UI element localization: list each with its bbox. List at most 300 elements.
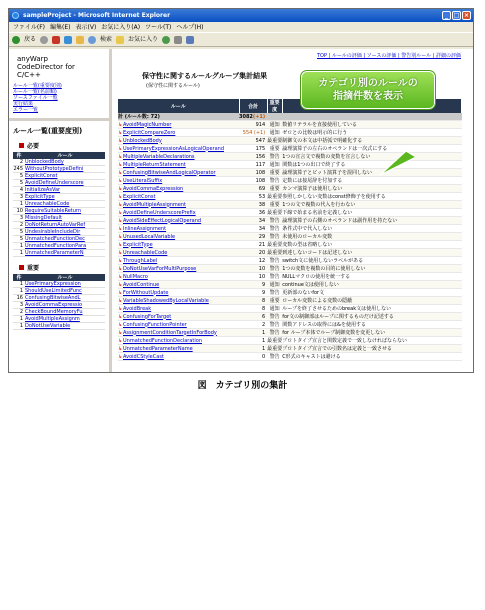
rule-description: 1つの文で複数の代入を行わない	[282, 201, 461, 209]
nav-link-rules-by-importance[interactable]: ルール一覧(重要度別)	[13, 83, 62, 89]
rule-link[interactable]: DoNotUseVariable	[25, 323, 105, 330]
rule-bullet-icon: ↳	[118, 249, 123, 256]
rule-list-item[interactable]	[13, 309, 105, 316]
rule-count: 5	[13, 229, 25, 236]
rule-bullet-icon: ↳	[118, 297, 123, 304]
col-severity-header: 重要度	[267, 99, 282, 113]
rule-bullet-icon: ↳	[118, 169, 123, 176]
page-subtitle: (保守性に関するルール)	[146, 83, 200, 89]
rule-name-link[interactable]	[118, 281, 239, 289]
rule-bullet-icon: ↳	[118, 209, 123, 216]
rule-name[interactable]: ForWithoutUpdate	[123, 289, 169, 296]
rule-count: 34	[239, 217, 267, 225]
rule-name-link[interactable]	[118, 353, 239, 361]
table-row	[118, 249, 462, 257]
rule-bullet-icon: ↳	[118, 241, 123, 248]
rule-bullet-icon: ↳	[118, 281, 123, 288]
col-total-header: 合計	[239, 99, 267, 113]
rule-list-item[interactable]	[13, 229, 105, 236]
rule-list-item[interactable]	[13, 166, 105, 173]
rule-description: 数値リテラルを直接使用している	[282, 121, 461, 129]
rule-count: 2	[239, 321, 267, 329]
rule-link[interactable]: UnblockedBody	[25, 159, 105, 166]
rule-count: 5	[13, 180, 25, 187]
rule-count: 1	[13, 250, 25, 257]
table-row	[118, 185, 462, 193]
rule-bullet-icon: ↳	[118, 161, 123, 168]
rule-description: 到達しないコードは記述しない	[282, 249, 461, 257]
rule-name[interactable]: MultipleReturnStatement	[123, 161, 186, 168]
rule-severity: 通知	[267, 129, 282, 137]
rule-bullet-icon: ↳	[118, 177, 123, 184]
rule-description: 未使用のローカル変数	[282, 233, 461, 241]
rule-list-item[interactable]	[13, 201, 105, 208]
rule-name-link[interactable]	[118, 169, 239, 177]
rule-description: 1つの変数を複数の目的に使用しない	[282, 265, 461, 273]
rule-count: 1	[239, 337, 267, 345]
rule-severity: 最重要	[267, 242, 283, 248]
rule-list-item[interactable]	[13, 323, 105, 330]
menu-view[interactable]: 表示(V)	[75, 24, 97, 31]
rule-severity: 警告	[267, 313, 282, 321]
rule-name-link[interactable]	[118, 241, 239, 249]
rule-bullet-icon: ↳	[118, 321, 123, 328]
rule-count: 2	[13, 159, 25, 166]
col-count: 件	[13, 274, 25, 281]
rule-list-item[interactable]	[13, 194, 105, 201]
callout-line-1: カテゴリ別のルールの	[318, 78, 418, 89]
table-row	[118, 273, 462, 281]
rule-link[interactable]: ExplicitConst	[25, 173, 105, 180]
left-frame	[9, 49, 112, 372]
rule-count: 1	[13, 201, 25, 208]
rule-description: 論理演算子の左右のオペランドは一次式にする	[282, 145, 461, 153]
rule-name-link[interactable]	[118, 313, 239, 321]
rule-bullet-icon: ↳	[118, 185, 123, 192]
back-icon[interactable]	[12, 36, 20, 44]
rule-description: 論理演算子の右側のオペランドは副作用を持たない	[282, 217, 461, 225]
rule-name-link[interactable]	[118, 209, 239, 217]
menu-tools[interactable]: ツール(T)	[145, 24, 172, 31]
rule-list-item[interactable]	[13, 316, 105, 323]
rule-count: 914	[239, 121, 267, 129]
rule-description: switch文に使用しないラベルがある	[282, 257, 461, 265]
rule-bullet-icon: ↳	[118, 193, 123, 200]
rule-name[interactable]: AvoidBreak	[123, 305, 152, 312]
favorites-button[interactable]: お気に入り	[128, 35, 159, 43]
rule-description: 定数には接尾辞を付加する	[282, 177, 461, 185]
rule-count: 245	[13, 166, 23, 172]
rule-description: continue文は使用しない	[282, 281, 461, 289]
logo-line-1: anyWarp	[17, 55, 48, 63]
rule-bullet-icon: ↳	[118, 273, 123, 280]
rule-count: 1	[13, 316, 25, 323]
rule-name[interactable]: AssignmentConditionTargetInForBody	[123, 329, 217, 336]
table-row	[118, 121, 462, 129]
rule-bullet-icon: ↳	[118, 305, 123, 312]
category-label: 必要	[27, 143, 40, 150]
rule-bullet-icon: ↳	[118, 145, 123, 152]
rule-count: 21	[239, 241, 267, 249]
rule-name[interactable]: InlineAssignment	[123, 225, 167, 232]
rule-name-link[interactable]	[118, 217, 239, 225]
print-icon[interactable]	[186, 36, 194, 44]
search-button[interactable]: 検索	[100, 35, 113, 43]
rule-link[interactable]: UnmatchedFunctionPara	[25, 243, 105, 250]
rule-link[interactable]: UnmatchedFunctionDec	[25, 236, 105, 243]
rule-count: 12	[239, 257, 267, 265]
rule-link[interactable]: UsePrimaryExpression	[25, 281, 105, 288]
rule-count: 10	[13, 208, 25, 215]
rule-count: 8	[239, 305, 267, 313]
top-navigation[interactable]: TOP | ルールの評価 | ソースの評価 | 警告別ルール | 詳細の評価	[316, 53, 461, 59]
rule-count: 4	[13, 187, 25, 194]
rule-link[interactable]: WithoutPrototypeDefini	[25, 166, 105, 173]
rule-severity: 警告	[267, 321, 282, 329]
rule-count: 69	[239, 185, 267, 193]
rule-count: 16	[13, 295, 25, 302]
forward-icon[interactable]	[40, 36, 48, 44]
table-row	[118, 297, 462, 305]
rule-name[interactable]: UnreachableCode	[123, 249, 168, 256]
rule-name-link[interactable]	[118, 321, 239, 329]
rule-description: 変数の型は省略しない	[282, 241, 461, 249]
table-row	[118, 353, 462, 361]
rule-name[interactable]: AvoidCStyleCast	[123, 353, 164, 360]
rule-name[interactable]: ExplicitConst	[123, 193, 156, 200]
rule-description: C形式のキャストは避ける	[282, 353, 461, 361]
rule-severity: 通知	[267, 281, 282, 289]
rule-severity: 警告	[267, 217, 282, 225]
rule-name[interactable]: DoNotUseVarForMultiPurpose	[123, 265, 197, 272]
rule-count: 34	[239, 225, 267, 233]
rule-description: プロトタイプ宣言と関数定義で一致しなければならない	[282, 337, 461, 345]
rule-severity: 通知	[267, 305, 282, 313]
rule-description: 関数は1つの出口で終了する	[282, 161, 461, 169]
rule-bullet-icon: ↳	[118, 265, 123, 272]
rule-description: プロトタイプ宣言での引数名は定義と一致させる	[282, 345, 461, 353]
figure-caption: 図 カテゴリ別の集計	[197, 381, 288, 391]
rule-name[interactable]: ThroughLabel	[123, 257, 158, 264]
close-button[interactable]: ×	[463, 12, 470, 19]
rule-description: 関数アドレスの取得には&を使用する	[282, 321, 461, 329]
rule-description: ゼロとの比較は明示的に行う	[282, 129, 461, 137]
nav-link-results[interactable]: 実行結果	[13, 101, 34, 107]
rule-link[interactable]: ConfusingBitwiseAndL	[25, 295, 105, 302]
rule-bullet-icon: ↳	[118, 329, 123, 336]
rule-name-link[interactable]	[118, 145, 239, 153]
frame-divider[interactable]	[9, 118, 109, 121]
rule-name-link[interactable]	[118, 121, 239, 129]
rule-list-required	[13, 152, 105, 257]
rule-link[interactable]: UndesirableIncludeDir	[25, 229, 105, 236]
nav-link-rules-by-name[interactable]: ルール一覧(名前順)	[13, 89, 57, 95]
rule-count: 1	[239, 329, 267, 337]
table-row	[118, 337, 462, 345]
rule-bullet-icon: ↳	[118, 313, 123, 320]
table-row	[118, 177, 462, 185]
table-row	[118, 289, 462, 297]
rule-name[interactable]: AvoidDefineUnderscorePrefix	[123, 209, 196, 216]
menu-file[interactable]: ファイル(F)	[13, 24, 46, 31]
rule-name-link[interactable]	[118, 297, 239, 305]
rule-severity: 重要	[267, 185, 282, 193]
rule-name-link[interactable]	[118, 329, 239, 337]
rule-name-link[interactable]	[118, 161, 239, 169]
rule-bullet-icon: ↳	[118, 233, 123, 240]
rule-name[interactable]: ExplicitCompareZero	[123, 129, 176, 136]
rule-name[interactable]: ExplicitType	[123, 241, 153, 248]
table-row	[118, 209, 462, 217]
rule-name-link[interactable]	[118, 265, 239, 273]
favorites-icon[interactable]	[116, 36, 124, 44]
col-rule: ルール	[25, 274, 105, 281]
toolbar	[9, 33, 473, 47]
home-icon[interactable]	[76, 36, 84, 44]
ie-icon	[12, 12, 19, 19]
rule-description: ループを終了させるためのbreak文は使用しない	[282, 305, 461, 313]
rule-list-item[interactable]	[13, 208, 105, 215]
rule-bullet-icon: ↳	[118, 353, 123, 360]
rule-name[interactable]: AvoidContinue	[123, 281, 160, 288]
rule-name[interactable]: AvoidMagicNumber	[123, 121, 172, 128]
rule-list-item[interactable]	[13, 173, 105, 180]
rule-count: 6	[239, 313, 267, 321]
col-count: 件	[13, 152, 25, 159]
menu-favorites[interactable]: お気に入り(A)	[101, 24, 141, 31]
rule-link[interactable]: UnreachableCode	[25, 201, 105, 208]
table-row	[118, 217, 462, 225]
rule-name-link[interactable]	[118, 233, 239, 241]
search-icon[interactable]	[88, 36, 96, 44]
rule-link[interactable]: AvoidDefineUnderscore	[25, 180, 105, 187]
rule-name[interactable]: ConfusingBitwiseAndLogicalOperator	[123, 169, 216, 176]
rule-name[interactable]: NullMacro	[123, 273, 148, 280]
rule-list-item[interactable]	[13, 180, 105, 187]
category-heading-important	[9, 261, 109, 274]
rule-name-link[interactable]	[118, 137, 239, 145]
rule-name[interactable]: UnmatchedParameterName	[123, 345, 193, 352]
rule-name[interactable]: UseLiteralSuffix	[123, 177, 163, 184]
menu-help[interactable]: ヘルプ(H)	[176, 24, 204, 31]
rule-count: 2	[13, 222, 25, 229]
category-label: 重要	[27, 265, 40, 272]
table-row	[118, 137, 462, 145]
table-row	[118, 305, 462, 313]
rule-list-item[interactable]	[13, 302, 105, 309]
rule-list-item[interactable]	[13, 250, 105, 257]
minimize-button[interactable]: _	[442, 11, 451, 20]
history-icon[interactable]	[162, 36, 170, 44]
nav-link-errors[interactable]: エラー一覧	[13, 107, 39, 113]
rule-bullet-icon: ↳	[118, 225, 123, 232]
rule-count: 547	[239, 137, 267, 145]
callout-line-2: 指摘件数を表示	[333, 91, 403, 102]
rule-name-link[interactable]	[118, 129, 239, 137]
rule-count: 36	[239, 209, 267, 217]
rule-count: 108	[239, 169, 267, 177]
rule-link[interactable]: UnmatchedParameterN	[25, 250, 105, 257]
rule-count: 1	[13, 243, 25, 250]
rule-name-link[interactable]	[118, 153, 239, 161]
table-row	[118, 193, 462, 201]
rule-bullet-icon: ↳	[118, 137, 123, 144]
rule-count: 175	[239, 145, 267, 153]
rule-name[interactable]: UsePrimaryExpressionAsLogicalOperand	[123, 145, 224, 152]
rule-list-item[interactable]	[13, 243, 105, 250]
rule-name-link[interactable]	[118, 193, 239, 201]
stop-icon[interactable]	[52, 36, 60, 44]
rule-list-item[interactable]	[13, 222, 105, 229]
rule-severity: 警告	[267, 257, 282, 265]
window-title: sampleProject - Microsoft Internet Explorer	[23, 12, 171, 19]
rule-count: 29	[239, 233, 267, 241]
rule-bullet-icon: ↳	[118, 121, 123, 128]
rule-list-item[interactable]	[13, 295, 105, 302]
rule-count: 3	[13, 302, 25, 309]
rule-severity: 重要	[267, 145, 282, 153]
rule-count: 554 (+1)	[239, 129, 267, 137]
table-row	[118, 265, 462, 273]
product-logo	[9, 49, 109, 83]
rule-severity: 警告	[267, 329, 282, 337]
category-heading-required	[9, 139, 109, 152]
total-count: 3082(+1)	[239, 113, 266, 120]
rule-bullet-icon: ↳	[118, 337, 123, 344]
rule-count: 5	[13, 173, 25, 180]
rule-count: 53	[239, 193, 267, 201]
rule-severity: 重要	[267, 201, 282, 209]
rule-name-link[interactable]	[118, 257, 239, 265]
rule-link[interactable]: AvoidMultipleAssignm	[25, 316, 105, 323]
rule-name[interactable]: VariableShadowedByLocalVariable	[123, 297, 209, 304]
rule-name-link[interactable]	[118, 225, 239, 233]
rule-count: 1	[13, 288, 25, 295]
rule-name[interactable]: ConfusingFunctionPointer	[123, 321, 187, 328]
menubar	[9, 22, 473, 33]
rule-list-title: ルール一覧(重要度別)	[13, 127, 83, 135]
table-row	[118, 225, 462, 233]
rule-name[interactable]: AvoidMultipleAssignment	[123, 201, 187, 208]
rule-description: ローカル変数による変数の隠蔽	[282, 297, 461, 305]
rule-count: 0	[239, 353, 267, 361]
logo-line-3: C/C++	[17, 71, 41, 79]
rule-list-item[interactable]	[13, 187, 105, 194]
rule-severity: 重要	[267, 297, 282, 305]
rule-name[interactable]: UnblockedBody	[123, 137, 162, 144]
rule-name-link[interactable]	[118, 185, 239, 193]
rule-count: 117	[239, 161, 267, 169]
rule-count: 9	[239, 289, 267, 297]
rule-severity: 最重要	[267, 194, 283, 200]
rule-count: 3	[13, 194, 25, 201]
nav-link-source-files[interactable]: ソースファイル一覧	[13, 95, 58, 101]
callout-annotation	[301, 71, 435, 109]
back-button[interactable]: 戻る	[24, 35, 37, 43]
rule-severity: 警告	[267, 265, 282, 273]
rule-count: 9	[239, 281, 267, 289]
rule-name-link[interactable]	[118, 289, 239, 297]
rule-count: 20	[239, 249, 267, 257]
rule-link[interactable]: AvoidCommaExpressio	[25, 302, 105, 309]
refresh-icon[interactable]	[64, 36, 72, 44]
mail-icon[interactable]	[174, 36, 182, 44]
rule-description: 更新部のないfor文	[282, 289, 461, 297]
rule-name-link[interactable]	[118, 177, 239, 185]
rule-description: 条件式中で代入しない	[282, 225, 461, 233]
table-row	[118, 201, 462, 209]
rule-description: 1つの宣言文で複数の変数を宣言しない	[282, 153, 461, 161]
rule-link[interactable]: ExplicitType	[25, 194, 105, 201]
rule-name-link[interactable]	[118, 305, 239, 313]
rule-list-important	[13, 274, 105, 330]
browser-window	[8, 8, 474, 373]
rule-link[interactable]: MissingDefault	[25, 215, 105, 222]
rule-bullet-icon: ↳	[118, 217, 123, 224]
rule-description: カンマ演算子は使用しない	[282, 185, 461, 193]
table-row	[118, 313, 462, 321]
rule-name[interactable]: UnmatchedFunctionDeclaration	[123, 337, 202, 344]
rule-list-item[interactable]	[13, 215, 105, 222]
rule-link[interactable]: InitializeAsVar	[25, 187, 105, 194]
rule-severity: 警告	[267, 225, 282, 233]
rule-severity: 最重要	[267, 250, 283, 256]
rule-link[interactable]: DoNotReturnAutoVarRef	[25, 222, 105, 229]
window-titlebar	[9, 9, 473, 22]
rule-severity: 最重要	[267, 346, 283, 352]
maximize-button[interactable]: □	[453, 12, 460, 19]
rule-list-item[interactable]	[13, 288, 105, 295]
table-row	[118, 329, 462, 337]
menu-edit[interactable]: 編集(E)	[50, 24, 71, 31]
rule-severity: 警告	[267, 353, 282, 361]
rule-count: 38	[239, 201, 267, 209]
rule-name-link[interactable]	[118, 201, 239, 209]
rule-count: 1	[13, 281, 25, 288]
rule-severity: 最重要	[267, 138, 283, 144]
rule-description: NULLマクロの使用を統一する	[282, 273, 461, 281]
total-label: 計 (ルール数: 72)	[118, 113, 239, 121]
rule-name[interactable]: MultipleVariableDeclarations	[123, 153, 195, 160]
right-frame	[112, 49, 464, 372]
rule-bullet-icon: ↳	[118, 153, 123, 160]
rule-count: 1	[239, 345, 267, 353]
rule-name-link[interactable]	[118, 337, 239, 345]
rule-name[interactable]: UnusedLocalVariable	[123, 233, 176, 240]
rule-bullet-icon: ↳	[118, 129, 123, 136]
rule-description: for ループ本体でループ制御変数を変更しない	[282, 329, 461, 337]
rule-name[interactable]: AvoidSideEffectLogicalOperand	[123, 217, 202, 224]
rule-description: 制御文の本文は中括弧で明確化する	[282, 137, 461, 145]
rule-severity: 通知	[267, 121, 282, 129]
rule-name-link[interactable]	[118, 249, 239, 257]
rule-link[interactable]: CheckBoundMemoryFu	[25, 309, 105, 316]
rule-severity: 警告	[267, 177, 282, 185]
rule-bullet-icon: ↳	[118, 257, 123, 264]
rule-name[interactable]: ConfusingForTarget	[123, 313, 172, 320]
rule-list-item[interactable]	[13, 236, 105, 243]
rule-link[interactable]: ShouldUseLimitedFunc	[25, 288, 105, 295]
rule-name-link[interactable]	[118, 273, 239, 281]
logo-line-2: CodeDirector for	[17, 63, 75, 71]
rule-link[interactable]: RequireSuitableReturn	[25, 208, 105, 215]
rule-name-link[interactable]	[118, 345, 239, 353]
table-row	[118, 233, 462, 241]
rule-bullet-icon: ↳	[118, 201, 123, 208]
total-row	[118, 113, 462, 121]
rule-name[interactable]: AvoidCommaExpression	[123, 185, 184, 192]
rule-bullet-icon: ↳	[118, 345, 123, 352]
